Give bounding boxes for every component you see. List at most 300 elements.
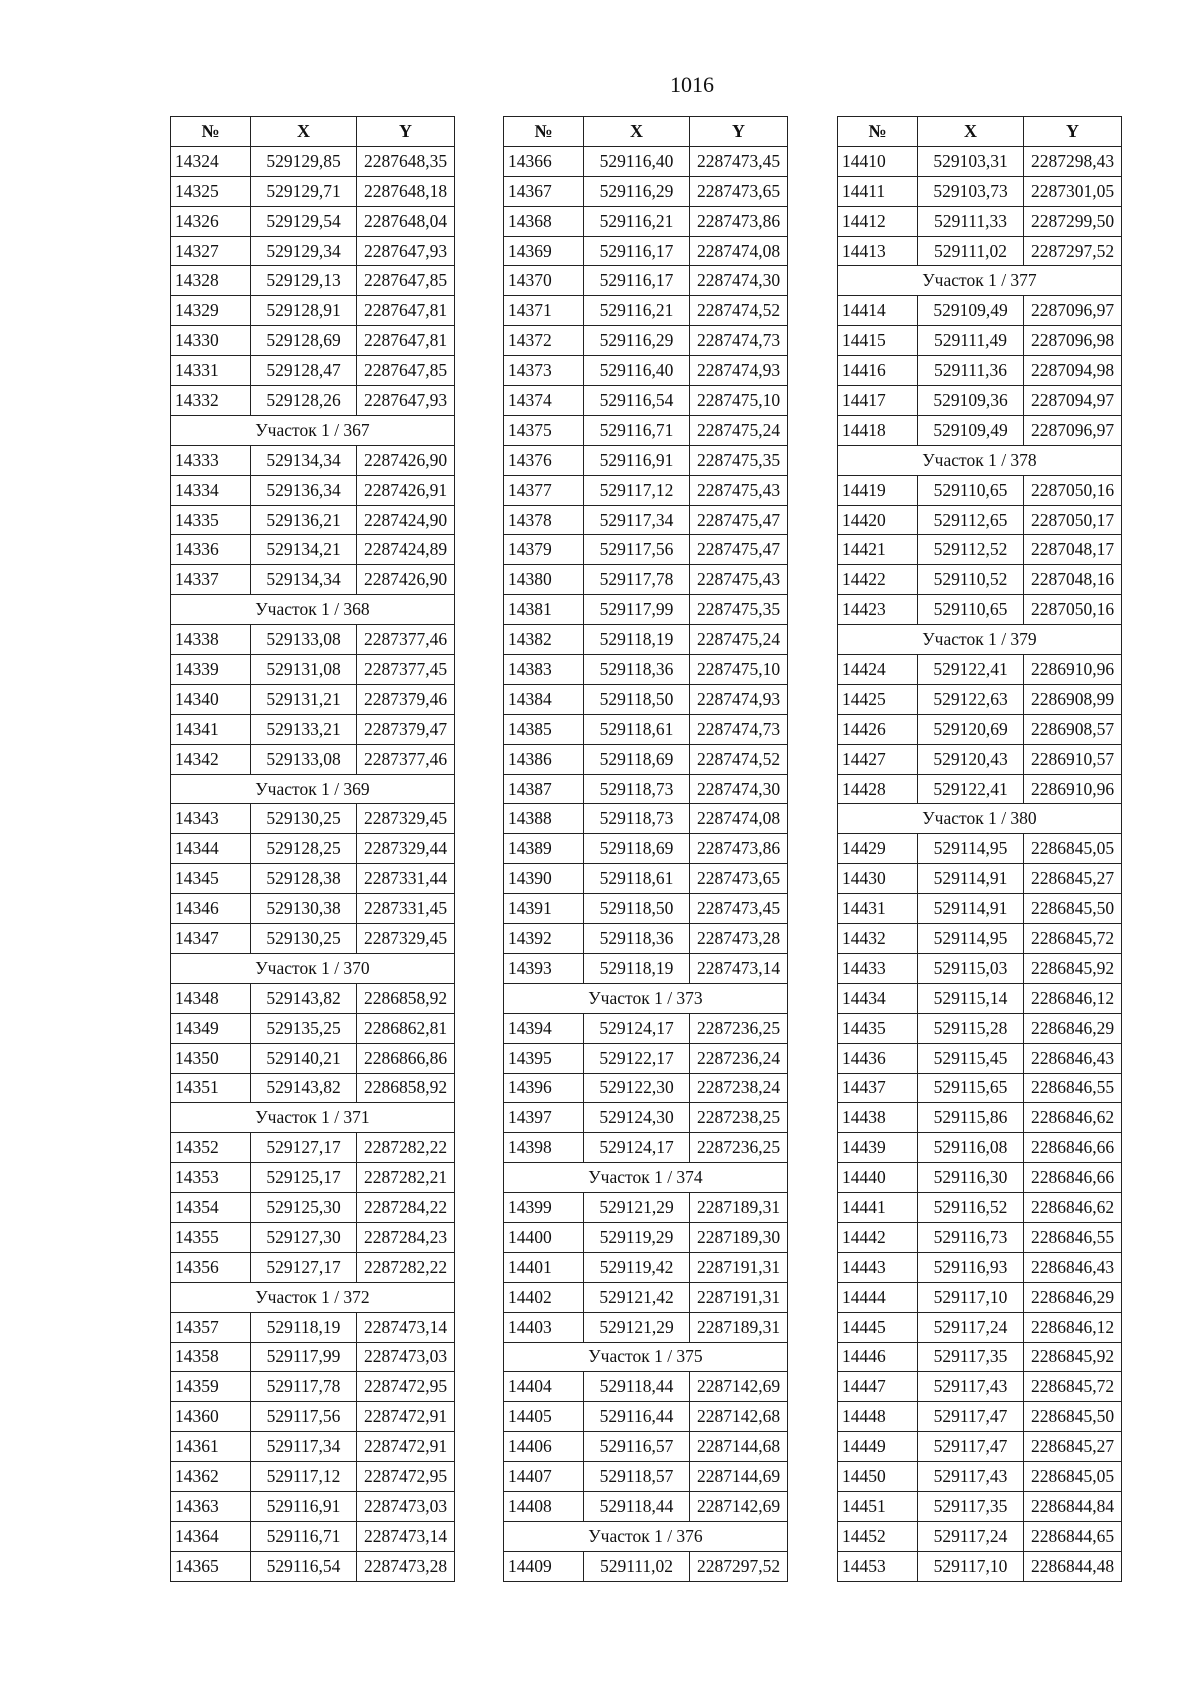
x-coordinate-cell: 529117,10 — [918, 1282, 1024, 1312]
x-coordinate-cell: 529116,71 — [584, 415, 690, 445]
table-row — [838, 595, 1122, 625]
y-coordinate-cell: 2287189,31 — [690, 1193, 788, 1223]
y-coordinate-cell: 2287096,97 — [1024, 415, 1122, 445]
table-row — [504, 625, 788, 655]
x-coordinate-cell: 529117,24 — [918, 1521, 1024, 1551]
point-number-cell: 14402 — [504, 1282, 584, 1312]
y-coordinate-cell: 2287474,73 — [690, 326, 788, 356]
y-coordinate-cell: 2287238,25 — [690, 1103, 788, 1133]
header-number: № — [171, 117, 251, 147]
x-coordinate-cell: 529120,43 — [918, 744, 1024, 774]
point-number-cell: 14404 — [504, 1372, 584, 1402]
point-number-cell: 14359 — [171, 1372, 251, 1402]
section-row — [838, 804, 1122, 834]
section-label: Участок 1 / 368 — [171, 595, 455, 625]
point-number-cell: 14436 — [838, 1043, 918, 1073]
point-number-cell: 14340 — [171, 684, 251, 714]
y-coordinate-cell: 2287298,43 — [1024, 146, 1122, 176]
table-row — [171, 864, 455, 894]
point-number-cell: 14415 — [838, 326, 918, 356]
y-coordinate-cell: 2287475,47 — [690, 535, 788, 565]
y-coordinate-cell: 2287473,65 — [690, 864, 788, 894]
coordinates-table — [170, 116, 455, 1582]
point-number-cell: 14407 — [504, 1462, 584, 1492]
point-number-cell: 14334 — [171, 475, 251, 505]
table-row — [838, 1103, 1122, 1133]
x-coordinate-cell: 529128,69 — [251, 326, 357, 356]
table-row — [504, 804, 788, 834]
table-row — [838, 1043, 1122, 1073]
point-number-cell: 14414 — [838, 296, 918, 326]
section-label: Участок 1 / 379 — [838, 625, 1122, 655]
point-number-cell: 14347 — [171, 924, 251, 954]
y-coordinate-cell: 2286846,66 — [1024, 1133, 1122, 1163]
y-coordinate-cell: 2287050,16 — [1024, 595, 1122, 625]
point-number-cell: 14328 — [171, 266, 251, 296]
x-coordinate-cell: 529116,91 — [251, 1491, 357, 1521]
x-coordinate-cell: 529115,45 — [918, 1043, 1024, 1073]
table-row — [504, 834, 788, 864]
point-number-cell: 14356 — [171, 1252, 251, 1282]
x-coordinate-cell: 529115,65 — [918, 1073, 1024, 1103]
table-row — [171, 1163, 455, 1193]
point-number-cell: 14408 — [504, 1491, 584, 1521]
x-coordinate-cell: 529116,08 — [918, 1133, 1024, 1163]
y-coordinate-cell: 2287048,17 — [1024, 535, 1122, 565]
point-number-cell: 14452 — [838, 1521, 918, 1551]
coordinates-table-column-3 — [837, 116, 1122, 1582]
point-number-cell: 14417 — [838, 386, 918, 416]
point-number-cell: 14360 — [171, 1402, 251, 1432]
x-coordinate-cell: 529136,21 — [251, 505, 357, 535]
point-number-cell: 14389 — [504, 834, 584, 864]
y-coordinate-cell: 2287424,89 — [357, 535, 455, 565]
y-coordinate-cell: 2286845,92 — [1024, 953, 1122, 983]
y-coordinate-cell: 2286908,57 — [1024, 714, 1122, 744]
x-coordinate-cell: 529116,57 — [584, 1432, 690, 1462]
table-row — [838, 1402, 1122, 1432]
x-coordinate-cell: 529111,02 — [918, 236, 1024, 266]
point-number-cell: 14413 — [838, 236, 918, 266]
y-coordinate-cell: 2286845,72 — [1024, 1372, 1122, 1402]
x-coordinate-cell: 529116,29 — [584, 326, 690, 356]
y-coordinate-cell: 2287472,91 — [357, 1432, 455, 1462]
x-coordinate-cell: 529118,69 — [584, 834, 690, 864]
coordinates-table — [837, 116, 1122, 1582]
x-coordinate-cell: 529134,34 — [251, 565, 357, 595]
table-row — [838, 356, 1122, 386]
table-row — [504, 1462, 788, 1492]
point-number-cell: 14368 — [504, 206, 584, 236]
point-number-cell: 14362 — [171, 1462, 251, 1492]
x-coordinate-cell: 529112,65 — [918, 505, 1024, 535]
table-row — [171, 1193, 455, 1223]
x-coordinate-cell: 529116,29 — [584, 176, 690, 206]
y-coordinate-cell: 2287299,50 — [1024, 206, 1122, 236]
table-row — [171, 475, 455, 505]
y-coordinate-cell: 2286910,96 — [1024, 774, 1122, 804]
table-row — [838, 475, 1122, 505]
x-coordinate-cell: 529114,95 — [918, 924, 1024, 954]
point-number-cell: 14401 — [504, 1252, 584, 1282]
y-coordinate-cell: 2287426,90 — [357, 445, 455, 475]
x-coordinate-cell: 529112,52 — [918, 535, 1024, 565]
y-coordinate-cell: 2287236,25 — [690, 1133, 788, 1163]
table-row — [171, 1491, 455, 1521]
y-coordinate-cell: 2287238,24 — [690, 1073, 788, 1103]
table-row — [171, 445, 455, 475]
point-number-cell: 14366 — [504, 146, 584, 176]
table-row — [504, 266, 788, 296]
y-coordinate-cell: 2286846,43 — [1024, 1252, 1122, 1282]
y-coordinate-cell: 2286845,27 — [1024, 864, 1122, 894]
table-row — [171, 894, 455, 924]
x-coordinate-cell: 529118,19 — [584, 953, 690, 983]
point-number-cell: 14373 — [504, 356, 584, 386]
x-coordinate-cell: 529118,36 — [584, 924, 690, 954]
x-coordinate-cell: 529117,43 — [918, 1372, 1024, 1402]
table-row — [171, 1222, 455, 1252]
table-row — [838, 296, 1122, 326]
y-coordinate-cell: 2287236,24 — [690, 1043, 788, 1073]
table-row — [504, 565, 788, 595]
y-coordinate-cell: 2287331,45 — [357, 894, 455, 924]
table-row — [504, 176, 788, 206]
x-coordinate-cell: 529127,17 — [251, 1252, 357, 1282]
point-number-cell: 14390 — [504, 864, 584, 894]
table-row — [838, 1521, 1122, 1551]
point-number-cell: 14384 — [504, 684, 584, 714]
point-number-cell: 14377 — [504, 475, 584, 505]
table-row — [838, 1342, 1122, 1372]
point-number-cell: 14341 — [171, 714, 251, 744]
point-number-cell: 14350 — [171, 1043, 251, 1073]
section-label: Участок 1 / 376 — [504, 1521, 788, 1551]
table-row — [171, 744, 455, 774]
y-coordinate-cell: 2287474,52 — [690, 296, 788, 326]
table-row — [838, 236, 1122, 266]
x-coordinate-cell: 529116,40 — [584, 146, 690, 176]
table-row — [171, 625, 455, 655]
y-coordinate-cell: 2287236,25 — [690, 1013, 788, 1043]
x-coordinate-cell: 529119,42 — [584, 1252, 690, 1282]
point-number-cell: 14371 — [504, 296, 584, 326]
table-row — [504, 1043, 788, 1073]
point-number-cell: 14367 — [504, 176, 584, 206]
table-row — [838, 1551, 1122, 1581]
y-coordinate-cell: 2286846,29 — [1024, 1282, 1122, 1312]
coordinates-table-column-2 — [503, 116, 788, 1582]
y-coordinate-cell: 2286846,55 — [1024, 1222, 1122, 1252]
y-coordinate-cell: 2287648,18 — [357, 176, 455, 206]
x-coordinate-cell: 529111,33 — [918, 206, 1024, 236]
table-row — [504, 475, 788, 505]
point-number-cell: 14443 — [838, 1252, 918, 1282]
point-number-cell: 14383 — [504, 655, 584, 685]
y-coordinate-cell: 2286908,99 — [1024, 684, 1122, 714]
table-row — [838, 176, 1122, 206]
x-coordinate-cell: 529134,34 — [251, 445, 357, 475]
y-coordinate-cell: 2287647,81 — [357, 326, 455, 356]
y-coordinate-cell: 2287282,21 — [357, 1163, 455, 1193]
point-number-cell: 14357 — [171, 1312, 251, 1342]
x-coordinate-cell: 529128,26 — [251, 386, 357, 416]
x-coordinate-cell: 529116,44 — [584, 1402, 690, 1432]
point-number-cell: 14398 — [504, 1133, 584, 1163]
y-coordinate-cell: 2286844,84 — [1024, 1491, 1122, 1521]
table-row — [171, 1252, 455, 1282]
point-number-cell: 14378 — [504, 505, 584, 535]
x-coordinate-cell: 529117,35 — [918, 1491, 1024, 1521]
y-coordinate-cell: 2286910,57 — [1024, 744, 1122, 774]
table-row — [171, 236, 455, 266]
y-coordinate-cell: 2287191,31 — [690, 1252, 788, 1282]
y-coordinate-cell: 2287474,73 — [690, 714, 788, 744]
x-coordinate-cell: 529116,52 — [918, 1193, 1024, 1223]
point-number-cell: 14353 — [171, 1163, 251, 1193]
point-number-cell: 14388 — [504, 804, 584, 834]
x-coordinate-cell: 529114,95 — [918, 834, 1024, 864]
x-coordinate-cell: 529103,31 — [918, 146, 1024, 176]
table-row — [838, 894, 1122, 924]
x-coordinate-cell: 529118,57 — [584, 1462, 690, 1492]
y-coordinate-cell: 2287473,14 — [357, 1312, 455, 1342]
x-coordinate-cell: 529117,78 — [251, 1372, 357, 1402]
table-row — [171, 565, 455, 595]
table-row — [171, 1312, 455, 1342]
table-row — [171, 1342, 455, 1372]
y-coordinate-cell: 2286845,50 — [1024, 1402, 1122, 1432]
section-label: Участок 1 / 380 — [838, 804, 1122, 834]
y-coordinate-cell: 2287142,69 — [690, 1491, 788, 1521]
y-coordinate-cell: 2287473,03 — [357, 1342, 455, 1372]
section-label: Участок 1 / 375 — [504, 1342, 788, 1372]
x-coordinate-cell: 529118,36 — [584, 655, 690, 685]
section-row — [838, 266, 1122, 296]
x-coordinate-cell: 529118,61 — [584, 714, 690, 744]
point-number-cell: 14448 — [838, 1402, 918, 1432]
point-number-cell: 14445 — [838, 1312, 918, 1342]
x-coordinate-cell: 529127,17 — [251, 1133, 357, 1163]
section-row — [171, 1282, 455, 1312]
x-coordinate-cell: 529118,73 — [584, 804, 690, 834]
y-coordinate-cell: 2287379,47 — [357, 714, 455, 744]
table-row — [504, 236, 788, 266]
point-number-cell: 14403 — [504, 1312, 584, 1342]
y-coordinate-cell: 2287142,68 — [690, 1402, 788, 1432]
table-row — [504, 415, 788, 445]
y-coordinate-cell: 2287474,30 — [690, 774, 788, 804]
section-label: Участок 1 / 373 — [504, 983, 788, 1013]
point-number-cell: 14381 — [504, 595, 584, 625]
table-row — [838, 834, 1122, 864]
x-coordinate-cell: 529118,44 — [584, 1372, 690, 1402]
table-row — [171, 356, 455, 386]
x-coordinate-cell: 529135,25 — [251, 1013, 357, 1043]
y-coordinate-cell: 2287329,45 — [357, 924, 455, 954]
point-number-cell: 14376 — [504, 445, 584, 475]
y-coordinate-cell: 2287472,91 — [357, 1402, 455, 1432]
y-coordinate-cell: 2287473,14 — [690, 953, 788, 983]
table-row — [838, 415, 1122, 445]
point-number-cell: 14339 — [171, 655, 251, 685]
y-coordinate-cell: 2287282,22 — [357, 1252, 455, 1282]
y-coordinate-cell: 2287284,22 — [357, 1193, 455, 1223]
point-number-cell: 14444 — [838, 1282, 918, 1312]
table-row — [504, 1432, 788, 1462]
table-row — [838, 1252, 1122, 1282]
point-number-cell: 14351 — [171, 1073, 251, 1103]
x-coordinate-cell: 529115,28 — [918, 1013, 1024, 1043]
table-row — [504, 744, 788, 774]
point-number-cell: 14385 — [504, 714, 584, 744]
table-row — [838, 1372, 1122, 1402]
y-coordinate-cell: 2287094,97 — [1024, 386, 1122, 416]
point-number-cell: 14335 — [171, 505, 251, 535]
table-row — [504, 595, 788, 625]
y-coordinate-cell: 2287474,52 — [690, 744, 788, 774]
table-row — [838, 864, 1122, 894]
point-number-cell: 14438 — [838, 1103, 918, 1133]
x-coordinate-cell: 529122,41 — [918, 655, 1024, 685]
y-coordinate-cell: 2287473,45 — [690, 894, 788, 924]
y-coordinate-cell: 2287377,45 — [357, 655, 455, 685]
table-row — [171, 1402, 455, 1432]
table-row — [171, 834, 455, 864]
table-row — [504, 1252, 788, 1282]
table-row — [504, 386, 788, 416]
x-coordinate-cell: 529117,34 — [584, 505, 690, 535]
x-coordinate-cell: 529111,36 — [918, 356, 1024, 386]
x-coordinate-cell: 529118,19 — [584, 625, 690, 655]
x-coordinate-cell: 529116,93 — [918, 1252, 1024, 1282]
point-number-cell: 14327 — [171, 236, 251, 266]
x-coordinate-cell: 529109,36 — [918, 386, 1024, 416]
table-body — [171, 146, 455, 1581]
point-number-cell: 14394 — [504, 1013, 584, 1043]
section-row — [171, 415, 455, 445]
x-coordinate-cell: 529130,25 — [251, 924, 357, 954]
x-coordinate-cell: 529116,71 — [251, 1521, 357, 1551]
table-row — [838, 1013, 1122, 1043]
x-coordinate-cell: 529116,30 — [918, 1163, 1024, 1193]
coordinates-table — [503, 116, 788, 1582]
y-coordinate-cell: 2287144,69 — [690, 1462, 788, 1492]
y-coordinate-cell: 2287473,28 — [690, 924, 788, 954]
y-coordinate-cell: 2287096,97 — [1024, 296, 1122, 326]
x-coordinate-cell: 529121,29 — [584, 1193, 690, 1223]
point-number-cell: 14325 — [171, 176, 251, 206]
table-row — [504, 146, 788, 176]
x-coordinate-cell: 529130,25 — [251, 804, 357, 834]
x-coordinate-cell: 529143,82 — [251, 1073, 357, 1103]
table-row — [504, 714, 788, 744]
x-coordinate-cell: 529116,17 — [584, 236, 690, 266]
point-number-cell: 14441 — [838, 1193, 918, 1223]
x-coordinate-cell: 529124,17 — [584, 1133, 690, 1163]
x-coordinate-cell: 529114,91 — [918, 894, 1024, 924]
table-row — [171, 146, 455, 176]
point-number-cell: 14370 — [504, 266, 584, 296]
header-y: Y — [690, 117, 788, 147]
x-coordinate-cell: 529115,86 — [918, 1103, 1024, 1133]
y-coordinate-cell: 2287647,93 — [357, 236, 455, 266]
section-label: Участок 1 / 371 — [171, 1103, 455, 1133]
point-number-cell: 14332 — [171, 386, 251, 416]
y-coordinate-cell: 2287284,23 — [357, 1222, 455, 1252]
x-coordinate-cell: 529125,17 — [251, 1163, 357, 1193]
point-number-cell: 14372 — [504, 326, 584, 356]
y-coordinate-cell: 2286845,05 — [1024, 1462, 1122, 1492]
y-coordinate-cell: 2287474,08 — [690, 236, 788, 266]
section-label: Участок 1 / 374 — [504, 1163, 788, 1193]
point-number-cell: 14440 — [838, 1163, 918, 1193]
x-coordinate-cell: 529117,43 — [918, 1462, 1024, 1492]
section-row — [171, 953, 455, 983]
y-coordinate-cell: 2286858,92 — [357, 1073, 455, 1103]
section-row — [504, 1521, 788, 1551]
y-coordinate-cell: 2286910,96 — [1024, 655, 1122, 685]
x-coordinate-cell: 529128,38 — [251, 864, 357, 894]
header-x: X — [584, 117, 690, 147]
x-coordinate-cell: 529134,21 — [251, 535, 357, 565]
y-coordinate-cell: 2287473,45 — [690, 146, 788, 176]
y-coordinate-cell: 2286845,92 — [1024, 1342, 1122, 1372]
x-coordinate-cell: 529125,30 — [251, 1193, 357, 1223]
section-row — [838, 625, 1122, 655]
table-row — [838, 386, 1122, 416]
table-row — [838, 505, 1122, 535]
table-row — [838, 1432, 1122, 1462]
point-number-cell: 14338 — [171, 625, 251, 655]
x-coordinate-cell: 529103,73 — [918, 176, 1024, 206]
y-coordinate-cell: 2287474,30 — [690, 266, 788, 296]
x-coordinate-cell: 529131,21 — [251, 684, 357, 714]
point-number-cell: 14422 — [838, 565, 918, 595]
point-number-cell: 14410 — [838, 146, 918, 176]
y-coordinate-cell: 2287647,93 — [357, 386, 455, 416]
table-row — [838, 983, 1122, 1013]
table-row — [171, 1462, 455, 1492]
x-coordinate-cell: 529133,08 — [251, 625, 357, 655]
section-row — [504, 1163, 788, 1193]
point-number-cell: 14344 — [171, 834, 251, 864]
x-coordinate-cell: 529117,47 — [918, 1432, 1024, 1462]
table-row — [171, 924, 455, 954]
y-coordinate-cell: 2287475,43 — [690, 475, 788, 505]
table-row — [171, 505, 455, 535]
table-header-row — [504, 117, 788, 147]
x-coordinate-cell: 529124,17 — [584, 1013, 690, 1043]
section-label: Участок 1 / 367 — [171, 415, 455, 445]
point-number-cell: 14425 — [838, 684, 918, 714]
point-number-cell: 14358 — [171, 1342, 251, 1372]
table-row — [504, 774, 788, 804]
y-coordinate-cell: 2287189,30 — [690, 1222, 788, 1252]
point-number-cell: 14392 — [504, 924, 584, 954]
y-coordinate-cell: 2286845,72 — [1024, 924, 1122, 954]
point-number-cell: 14355 — [171, 1222, 251, 1252]
x-coordinate-cell: 529116,21 — [584, 206, 690, 236]
y-coordinate-cell: 2287474,93 — [690, 356, 788, 386]
table-row — [504, 684, 788, 714]
y-coordinate-cell: 2287647,85 — [357, 266, 455, 296]
y-coordinate-cell: 2287475,10 — [690, 386, 788, 416]
y-coordinate-cell: 2286846,62 — [1024, 1193, 1122, 1223]
x-coordinate-cell: 529116,73 — [918, 1222, 1024, 1252]
x-coordinate-cell: 529117,78 — [584, 565, 690, 595]
table-row — [838, 714, 1122, 744]
